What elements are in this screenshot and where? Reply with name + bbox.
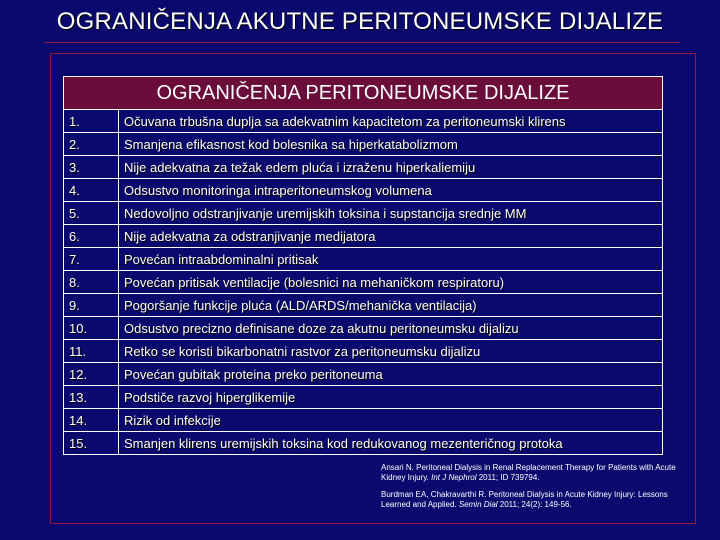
row-number: 14. xyxy=(64,409,119,432)
row-number: 7. xyxy=(64,248,119,271)
limitations-table xyxy=(63,76,663,455)
table-row xyxy=(64,363,663,386)
row-number: 3. xyxy=(64,156,119,179)
table-row xyxy=(64,156,663,179)
table-row xyxy=(64,248,663,271)
row-number: 8. xyxy=(64,271,119,294)
row-number: 11. xyxy=(64,340,119,363)
row-text: Retko se koristi bikarbonatni rastvor za peritoneumsku dijalizu xyxy=(119,340,663,363)
table-row xyxy=(64,409,663,432)
slide-title: OGRANIČENJA AKUTNE PERITONEUMSKE DIJALIZE xyxy=(56,8,664,35)
references xyxy=(381,463,699,517)
row-number: 15. xyxy=(64,432,119,455)
table-row xyxy=(64,179,663,202)
row-number: 12. xyxy=(64,363,119,386)
row-text: Nije adekvatna za odstranjivanje medijatora xyxy=(119,225,663,248)
reference-2: Burdman EA, Chakravarthi R. Peritoneal Dialysis in Acute Kidney Injury: Lessons Learned and Applied. Semin Dial 2011; 24(2): 149-56. xyxy=(381,490,668,509)
row-text: Rizik od infekcije xyxy=(119,409,663,432)
table-header: OGRANIČENJA PERITONEUMSKE DIJALIZE xyxy=(64,77,663,110)
row-number: 10. xyxy=(64,317,119,340)
table-row xyxy=(64,202,663,225)
title-divider xyxy=(44,42,680,43)
reference-1: Ansari N. Peritoneal Dialysis in Renal Replacement Therapy for Patients with Acute Kidney Injury. Int J Nephrol 2011; ID 739794. xyxy=(381,463,676,482)
row-text: Podstiče razvoj hiperglikemije xyxy=(119,386,663,409)
table-row xyxy=(64,133,663,156)
table-row xyxy=(64,317,663,340)
row-number: 2. xyxy=(64,133,119,156)
row-text: Nije adekvatna za težak edem pluća i izraženu hiperkaliemiju xyxy=(119,156,663,179)
row-number: 1. xyxy=(64,110,119,133)
row-text: Smanjen klirens uremijskih toksina kod redukovanog mezenteričnog protoka xyxy=(119,432,663,455)
row-text: Povećan pritisak ventilacije (bolesnici na mehaničkom respiratoru) xyxy=(119,271,663,294)
row-text: Odsustvo monitoringa intraperitoneumskog volumena xyxy=(119,179,663,202)
table-row xyxy=(64,386,663,409)
row-number: 6. xyxy=(64,225,119,248)
table-row xyxy=(64,294,663,317)
row-number: 9. xyxy=(64,294,119,317)
row-number: 4. xyxy=(64,179,119,202)
table-row xyxy=(64,271,663,294)
table-row xyxy=(64,110,663,133)
row-text: Nedovoljno odstranjivanje uremijskih toksina i supstancija srednje MM xyxy=(119,202,663,225)
row-number: 5. xyxy=(64,202,119,225)
row-text: Pogoršanje funkcije pluća (ALD/ARDS/mehanička ventilacija) xyxy=(119,294,663,317)
table-row xyxy=(64,432,663,455)
row-text: Smanjena efikasnost kod bolesnika sa hiperkatabolizmom xyxy=(119,133,663,156)
row-text: Očuvana trbušna duplja sa adekvatnim kapacitetom za peritoneumski klirens xyxy=(119,110,663,133)
table-row xyxy=(64,340,663,363)
row-text: Povećan intraabdominalni pritisak xyxy=(119,248,663,271)
row-number: 13. xyxy=(64,386,119,409)
table-row xyxy=(64,225,663,248)
row-text: Povećan gubitak proteina preko peritoneuma xyxy=(119,363,663,386)
row-text: Odsustvo precizno definisane doze za akutnu peritoneumsku dijalizu xyxy=(119,317,663,340)
table-header-row xyxy=(64,77,663,110)
